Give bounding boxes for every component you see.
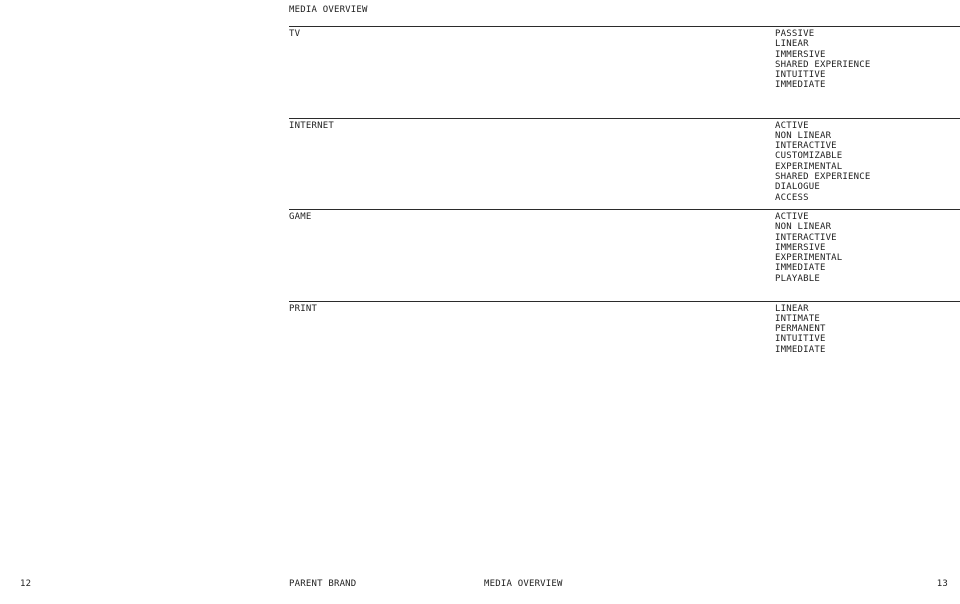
media-section-row xyxy=(289,209,960,301)
attribute-item: INTERACTIVE xyxy=(775,141,837,152)
attribute-list xyxy=(775,304,960,355)
attribute-item: IMMEDIATE xyxy=(775,344,826,355)
attribute-item: EXPERIMENTAL xyxy=(775,161,843,172)
footer-page-number-left: 12 xyxy=(20,579,32,589)
footer-page-number-right: 13 xyxy=(936,579,948,589)
attribute-item: INTIMATE xyxy=(775,313,820,324)
attribute-item: IMMEDIATE xyxy=(775,80,826,91)
attribute-item: INTUITIVE xyxy=(775,70,826,81)
media-section-row xyxy=(289,118,960,210)
section-label: TV xyxy=(289,29,301,39)
section-label: PRINT xyxy=(289,303,318,314)
attribute-item: PLAYABLE xyxy=(775,273,820,284)
attribute-item: ACCESS xyxy=(775,192,809,203)
media-sections xyxy=(289,26,960,355)
attribute-item: DIALOGUE xyxy=(775,182,820,193)
attribute-list xyxy=(775,29,960,91)
media-section-row xyxy=(289,301,960,355)
attribute-item: CUSTOMIZABLE xyxy=(775,151,843,162)
attribute-item: SHARED EXPERIENCE xyxy=(775,171,871,182)
attribute-item: IMMEDIATE xyxy=(775,263,826,274)
attribute-list xyxy=(775,121,960,203)
attribute-item: INTERACTIVE xyxy=(775,232,837,243)
page-footer xyxy=(0,579,960,591)
attribute-item: PASSIVE xyxy=(775,29,815,39)
attribute-list xyxy=(775,212,960,284)
attribute-item: LINEAR xyxy=(775,39,809,50)
page-title: MEDIA OVERVIEW xyxy=(289,5,368,15)
footer-running-title-left: PARENT BRAND xyxy=(289,579,357,589)
attribute-item: ACTIVE xyxy=(775,120,809,131)
attribute-item: PERMANENT xyxy=(775,324,826,335)
attribute-item: SHARED EXPERIENCE xyxy=(775,59,871,70)
section-label: GAME xyxy=(289,212,312,222)
section-label: INTERNET xyxy=(289,120,334,131)
attribute-item: EXPERIMENTAL xyxy=(775,253,843,264)
attribute-item: IMMERSIVE xyxy=(775,242,826,253)
attribute-item: INTUITIVE xyxy=(775,334,826,345)
media-section-row xyxy=(289,26,960,118)
attribute-item: ACTIVE xyxy=(775,212,809,222)
attribute-item: NON LINEAR xyxy=(775,130,832,141)
footer-running-title-right: MEDIA OVERVIEW xyxy=(484,579,563,589)
attribute-item: NON LINEAR xyxy=(775,222,832,233)
attribute-item: LINEAR xyxy=(775,303,809,314)
attribute-item: IMMERSIVE xyxy=(775,49,826,60)
